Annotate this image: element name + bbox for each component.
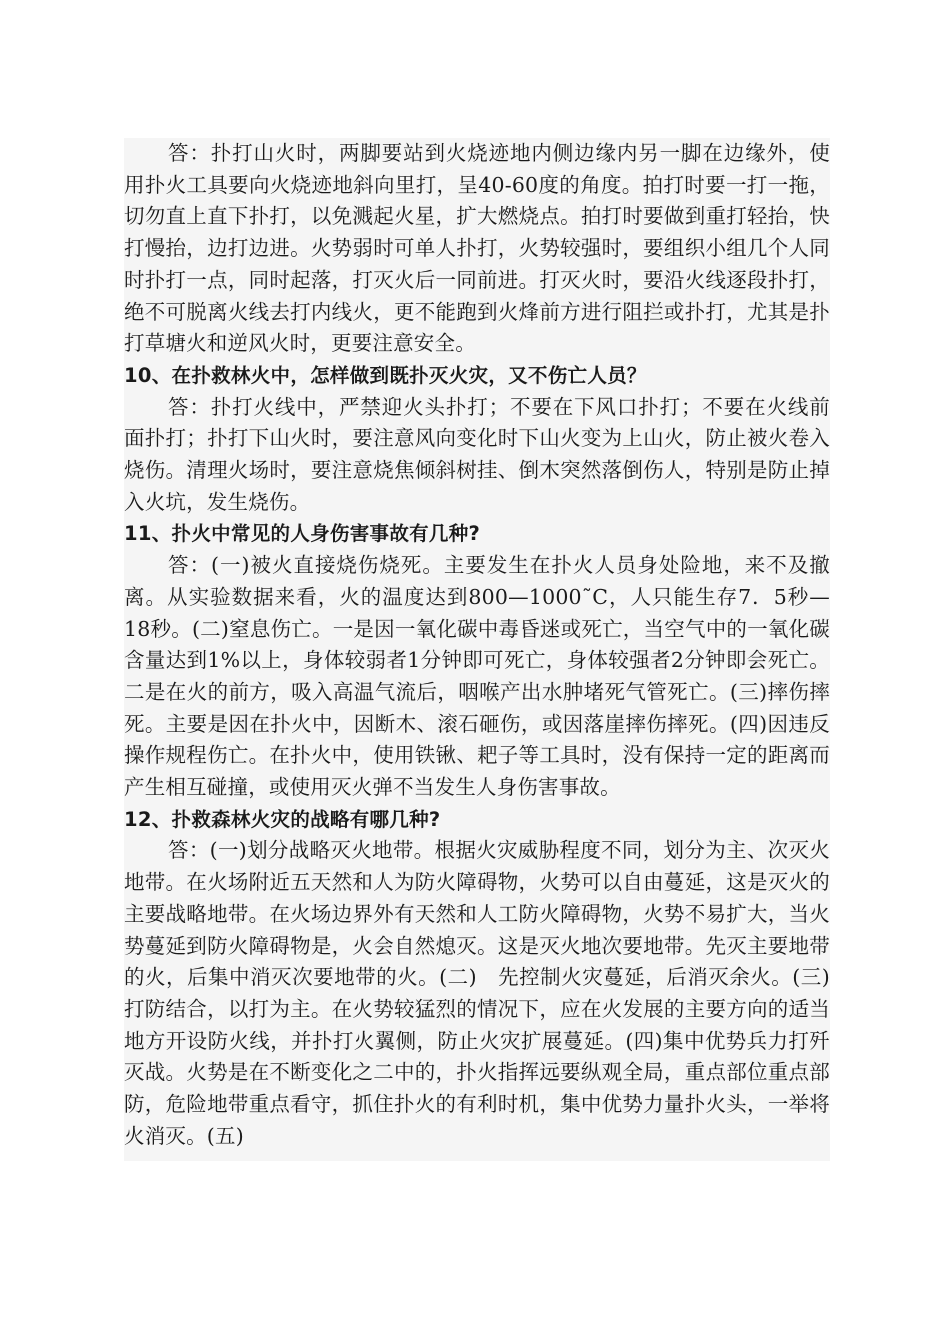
answer-12-paragraph: 答：(一)划分战略灭火地带。根据火灾威胁程度不同，划分为主、次灭火地带。在火场附近五天然和人为防火障碍物，火势可以自由蔓延，这是灭火的主要战略地带。在火场边界外有天然和人工防火障碍物，火势不易扩大，当火势蔓延到防火障碍物是，火会自然熄灭。这是灭火地次要地带。先灭主要地带的火，后集中消灭次要地带的火。(二) 先控制火灾蔓延，后消灭余火。(三)打防结合，以打为主。在火势较猛烈的情况下，应在火发展的主要方向的适当地方开设防火线，并扑打火翼侧，防止火灾扩展蔓延。(四)集中优势兵力打歼灭战。火势是在不断变化之二中的，扑火指挥远要纵观全局，重点部位重点部防，危险地带重点看守，抓住扑火的有利时机，集中优势力量扑火头，一举将火消灭。(五) xyxy=(124,838,830,1148)
question-12-heading: 12、扑救森林火灾的战略有哪几种? xyxy=(124,807,441,831)
document-body xyxy=(124,138,830,1161)
question-10-heading: 10、在扑救林火中，怎样做到既扑灭火灾，又不伤亡人员？ xyxy=(124,363,647,387)
answer-9-paragraph: 答：扑打山火时，两脚要站到火烧迹地内侧边缘内另一脚在边缘外，使用扑火工具要向火烧迹地斜向里打，呈40-60度的角度。拍打时要一打一拖，切勿直上直下扑打，以免溅起火星，扩大燃烧点。拍打时要做到重打轻抬，快打慢抬，边打边进。火势弱时可单人扑打，火势较强时，要组织小组几个人同时扑打一点，同时起落，打灭火后一同前进。打灭火时，要沿火线逐段扑打，绝不可脱离火线去打内线火，更不能跑到火烽前方进行阻拦或扑打，尤其是扑打草塘火和逆风火时，更要注意安全。 xyxy=(124,141,830,356)
question-11-heading: 11、扑火中常见的人身伤害事故有几种? xyxy=(124,522,481,546)
answer-11-paragraph: 答：(一)被火直接烧伤烧死。主要发生在扑火人员身处险地，来不及撤离。从实验数据来看，火的温度达到800—1000˜C，人只能生存7．5秒—18秒。(二)窒息伤亡。一是因一氧化碳中毒昏迷或死亡，当空气中的一氧化碳含量达到1%以上，身体较弱者1分钟即可死亡，身体较强者2分钟即会死亡。二是在火的前方，吸入高温气流后，咽喉产出水肿堵死气管死亡。(三)摔伤摔死。主要是因在扑火中，因断木、滚石砸伤，或因落崖摔伤摔死。(四)因违反操作规程伤亡。在扑火中，使用铁锹、耙子等工具时，没有保持一定的距离而产生相互碰撞，或使用灭火弹不当发生人身伤害事故。 xyxy=(124,553,830,800)
answer-10-paragraph: 答：扑打火线中，严禁迎火头扑打；不要在下风口扑打；不要在火线前面扑打；扑打下山火时，要注意风向变化时下山火变为上山火，防止被火卷入烧伤。清理火场时，要注意烧焦倾斜树挂、倒木突然落倒伤人，特别是防止掉入火坑，发生烧伤。 xyxy=(124,394,830,514)
